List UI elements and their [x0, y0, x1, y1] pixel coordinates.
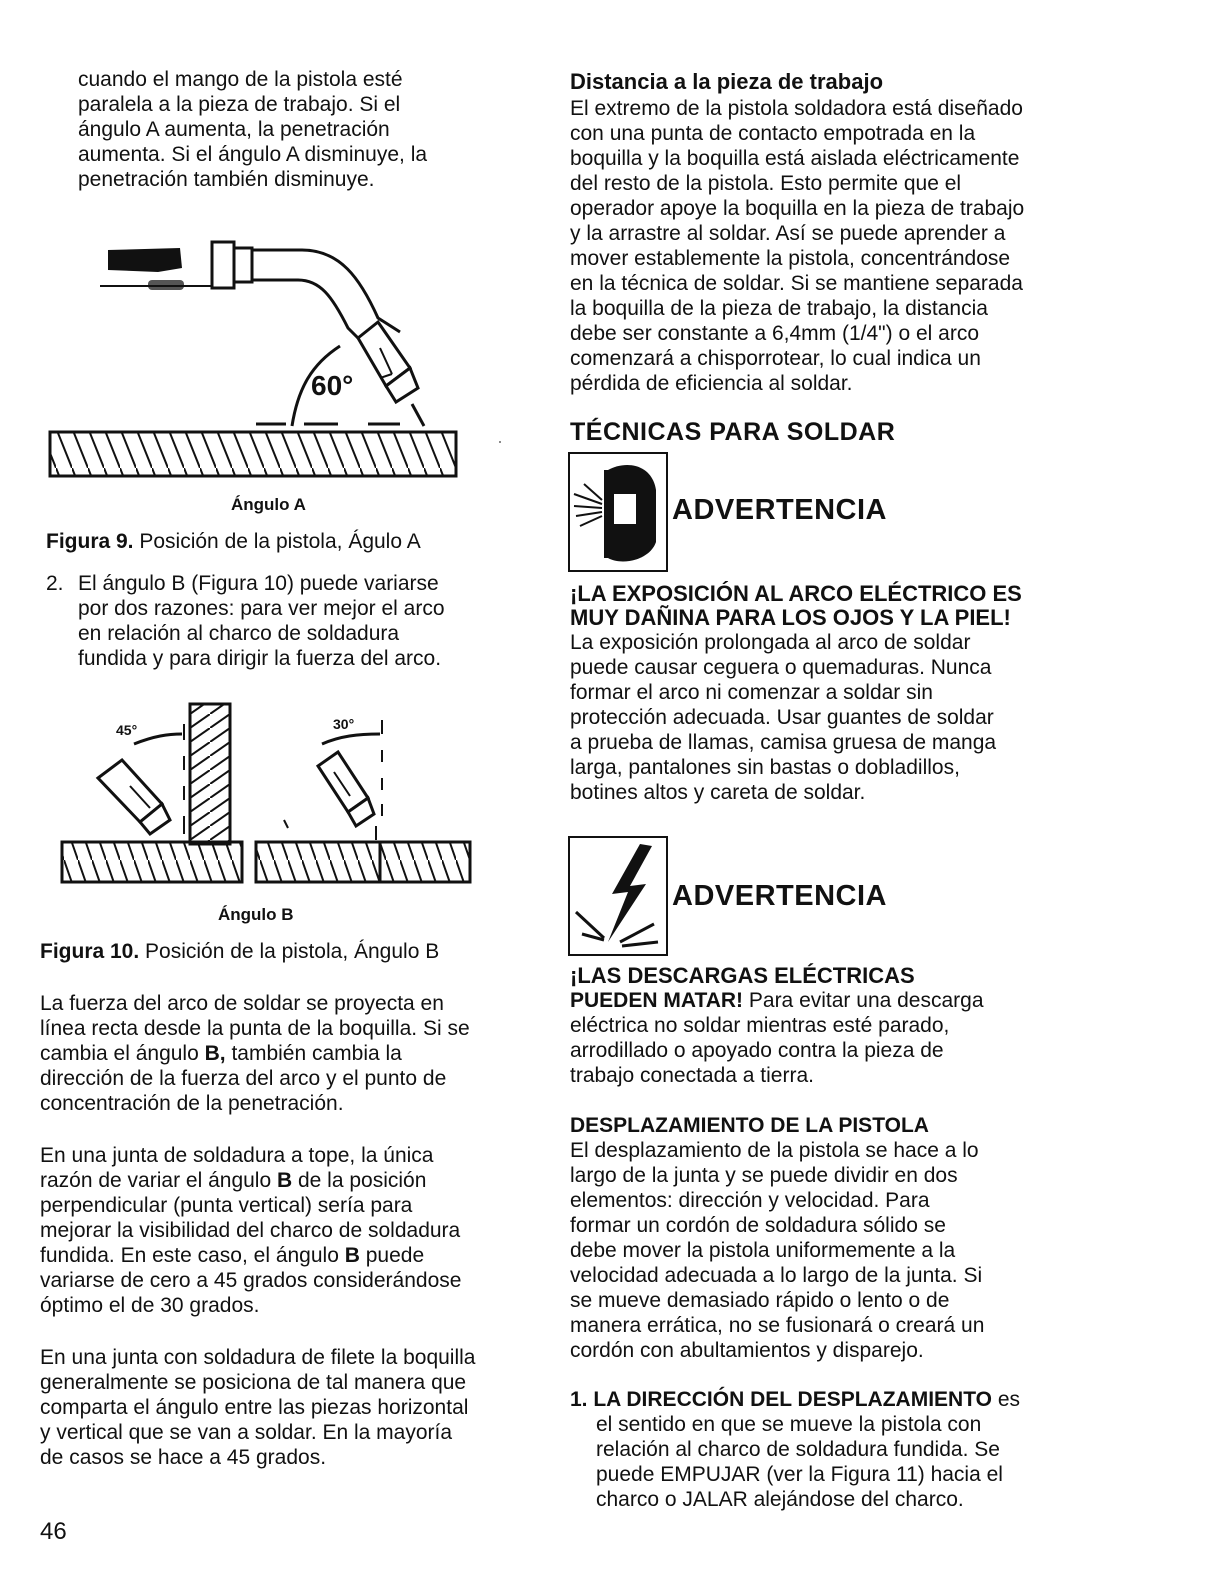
text-line: paralela a la pieza de trabajo. Si el — [78, 93, 401, 116]
text-line: La fuerza del arco de soldar se proyecta en — [40, 992, 444, 1015]
text-line: óptimo el de 30 grados. — [40, 1294, 260, 1317]
text-line: formar un cordón de soldadura sólido se — [570, 1214, 946, 1237]
desplazamiento-heading: DESPLAZAMIENTO DE LA PISTOLA — [570, 1114, 929, 1137]
figure-10-illustration — [50, 700, 480, 900]
text-line: puede EMPUJAR (ver la Figura 11) hacia el — [596, 1463, 1003, 1486]
text-line: por dos razones: para ver mejor el arco — [78, 597, 445, 620]
text-line: velocidad adecuada a lo largo de la junta. Si — [570, 1264, 983, 1287]
text-line: La exposición prolongada al arco de soldar — [570, 631, 971, 654]
text-line: se mueve demasiado rápido o lento o de — [570, 1289, 950, 1312]
text-line: trabajo conectada a tierra. — [570, 1064, 814, 1087]
text-line: variarse de cero a 45 grados considerándose — [40, 1269, 462, 1292]
horizontal-plate-right — [380, 842, 470, 882]
text-line: la boquilla de la pieza de trabajo, la distancia — [570, 297, 988, 320]
text-line: en la técnica de soldar. Si se mantiene separada — [570, 272, 1023, 295]
text-line: operador apoye la boquilla en la pieza de trabajo — [570, 197, 1025, 220]
gun-handle — [108, 248, 182, 272]
text-line: el sentido en que se mueve la pistola con — [596, 1413, 982, 1436]
warning-2-title: ¡LAS DESCARGAS ELÉCTRICAS — [570, 963, 915, 988]
lightning-bolt-icon — [568, 836, 668, 956]
text-line: fundida y para dirigir la fuerza del arco. — [78, 647, 442, 670]
text-line: pérdida de eficiencia al soldar. — [570, 372, 853, 395]
text-line: larga, pantalones sin bastas o dobladillos, — [570, 756, 960, 779]
text-line: relación al charco de soldadura fundida. Se — [596, 1438, 1000, 1461]
angle-a-value: 60° — [311, 370, 354, 401]
text-line: 1. LA DIRECCIÓN DEL DESPLAZAMIENTO es — [570, 1388, 1020, 1411]
text-line: El extremo de la pistola soldadora está diseñado — [570, 97, 1023, 120]
text-line: PUEDEN MATAR! Para evitar una descarga — [570, 989, 984, 1012]
text-line: arrodillado o apoyado contra la pieza de — [570, 1039, 944, 1062]
text-line: debe mover la pistola uniformemente a la — [570, 1239, 956, 1262]
text-line: En una junta de soldadura a tope, la única — [40, 1144, 434, 1167]
tecnicas-heading: TÉCNICAS PARA SOLDAR — [570, 418, 896, 446]
text-line: en relación al charco de soldadura — [78, 622, 400, 645]
text-line: El ángulo B (Figura 10) puede variarse — [78, 572, 439, 595]
text-line: concentración de la penetración. — [40, 1092, 344, 1115]
text-line: comparta el ángulo entre las piezas horizontal — [40, 1396, 469, 1419]
text-line: a prueba de llamas, camisa gruesa de manga — [570, 731, 997, 754]
text-line: cuando el mango de la pistola esté — [78, 68, 403, 91]
text-line: del resto de la pistola. Esto permite que el — [570, 172, 962, 195]
text-line: puede causar ceguera o quemaduras. Nunca — [570, 656, 992, 679]
figure-9-label: Ángulo A — [231, 495, 306, 514]
text-line: línea recta desde la punta de la boquilla. Si se — [40, 1017, 470, 1040]
text-line: cordón con abultamientos y disparejo. — [570, 1339, 924, 1362]
text-line: largo de la junta y se puede dividir en dos — [570, 1164, 958, 1187]
welding-helmet-icon — [568, 452, 668, 572]
text-line: generalmente se posiciona de tal manera que — [40, 1371, 467, 1394]
warning-1-word: ADVERTENCIA — [672, 494, 887, 526]
figure-9-illustration — [40, 228, 520, 488]
work-piece — [50, 432, 456, 476]
text-line: ángulo A aumenta, la penetración — [78, 118, 390, 141]
figure-10-caption: Figura 10. Posición de la pistola, Ángulo B — [40, 940, 440, 963]
warning-1-title: MUY DAÑINA PARA LOS OJOS Y LA PIEL! — [570, 605, 1011, 630]
text-line: manera errática, no se fusionará o creará un — [570, 1314, 985, 1337]
text-line: formar el arco ni comenzar a soldar sin — [570, 681, 933, 704]
horizontal-plate-left — [62, 842, 242, 882]
text-line: comenzará a chisporrotear, lo cual indica un — [570, 347, 981, 370]
page-number: 46 — [40, 1518, 67, 1545]
distancia-heading: Distancia a la pieza de trabajo — [570, 69, 884, 94]
text-line: y la arrastre al soldar. Así se puede aprender a — [570, 222, 1006, 245]
text-line: aumenta. Si el ángulo A disminuye, la — [78, 143, 428, 166]
figure-10-label: Ángulo B — [218, 905, 294, 924]
angle-30-label: 30° — [333, 716, 355, 732]
text-line: charco o JALAR alejándose del charco. — [596, 1488, 964, 1511]
vertical-plate — [190, 704, 230, 844]
text-line: perpendicular (punta vertical) sería para — [40, 1194, 413, 1217]
warning-1-title: ¡LA EXPOSICIÓN AL ARCO ELÉCTRICO ES — [570, 581, 1022, 606]
text-line: boquilla y la boquilla está aislada eléctricamente — [570, 147, 1020, 170]
list-number: 2. — [46, 572, 64, 595]
text-line: mover establemente la pistola, concentrándose — [570, 247, 1011, 270]
text-line: debe ser constante a 6,4mm (1/4") o el arco — [570, 322, 979, 345]
text-line: y vertical que se van a soldar. En la mayoría — [40, 1421, 453, 1444]
warning-2-word: ADVERTENCIA — [672, 880, 887, 912]
text-line: protección adecuada. Usar guantes de soldar — [570, 706, 994, 729]
text-line: cambia el ángulo B, también cambia la — [40, 1042, 402, 1065]
horizontal-plate-mid — [256, 842, 380, 882]
angle-45-label: 45° — [116, 722, 138, 738]
text-line: de casos se hace a 45 grados. — [40, 1446, 327, 1469]
text-line: El desplazamiento de la pistola se hace a lo — [570, 1139, 979, 1162]
text-line: con una punta de contacto empotrada en la — [570, 122, 976, 145]
text-line: fundida. En este caso, el ángulo B puede — [40, 1244, 425, 1267]
text-line: dirección de la fuerza del arco y el punto de — [40, 1067, 447, 1090]
text-line: razón de variar el ángulo B de la posición — [40, 1169, 427, 1192]
text-line: eléctrica no soldar mientras esté parado, — [570, 1014, 950, 1037]
text-line: penetración también disminuye. — [78, 168, 375, 191]
text-line: mejorar la visibilidad del charco de soldadura — [40, 1219, 461, 1242]
text-line: botines altos y careta de soldar. — [570, 781, 866, 804]
text-line: En una junta con soldadura de filete la boquilla — [40, 1346, 476, 1369]
figure-9-caption: Figura 9. Posición de la pistola, Águlo A — [46, 530, 421, 553]
text-line: elementos: dirección y velocidad. Para — [570, 1189, 930, 1212]
